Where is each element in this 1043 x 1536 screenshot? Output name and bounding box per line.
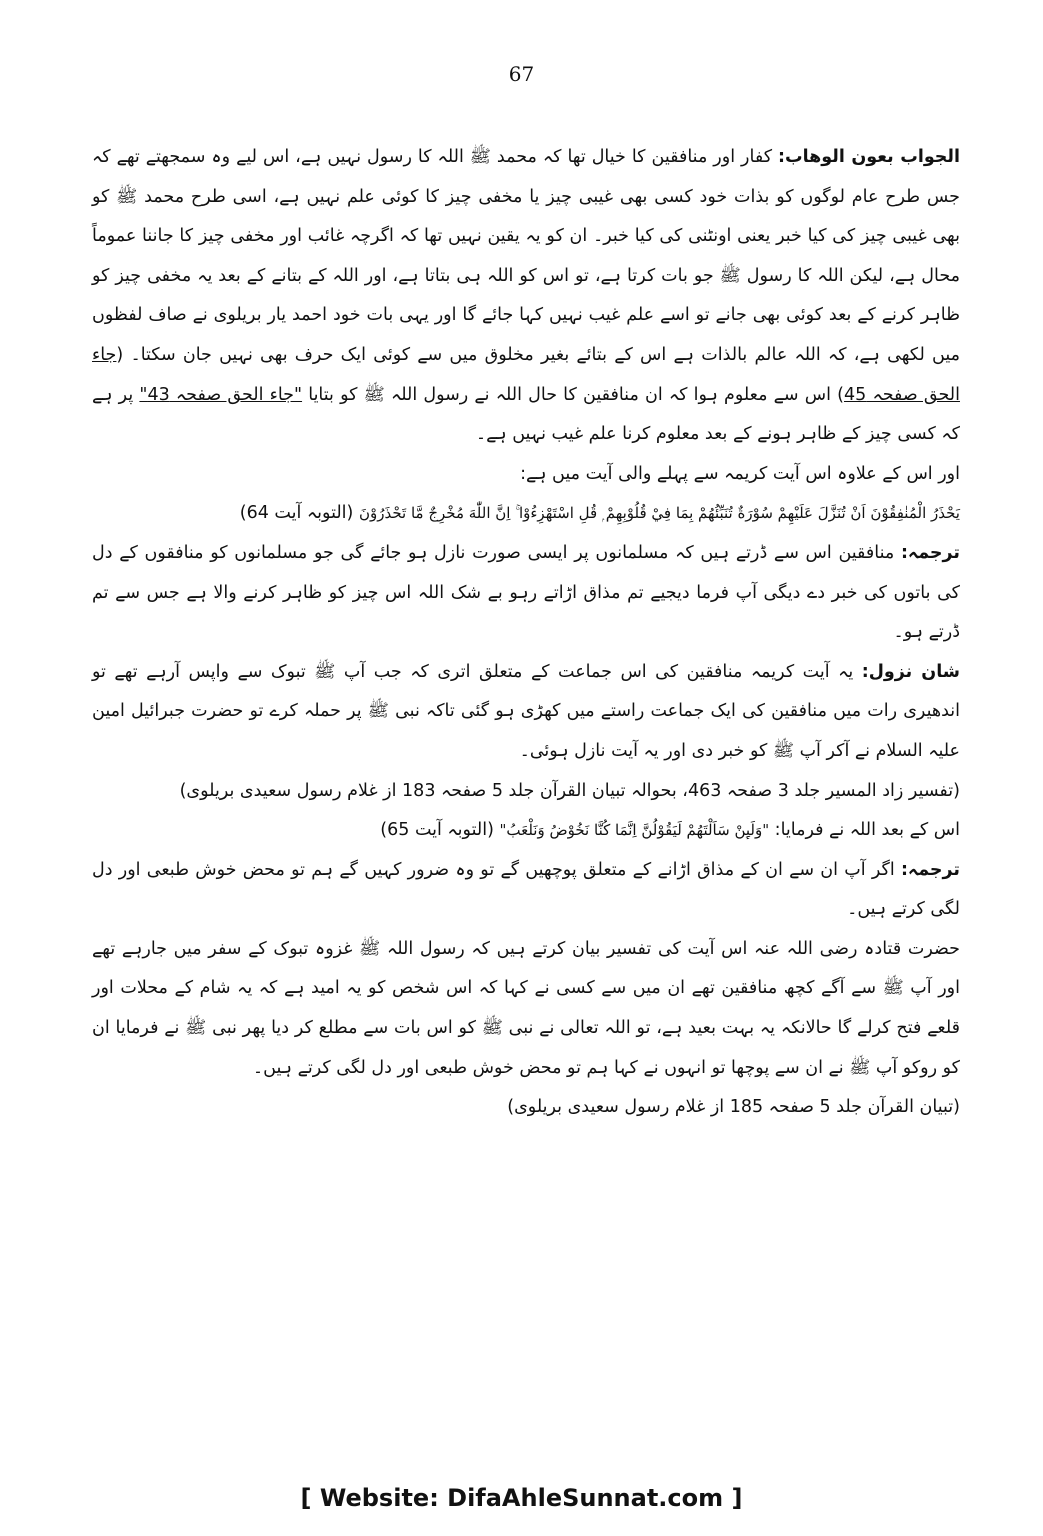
- translation-2: [92, 851, 960, 930]
- ayah-65: "وَلَىِٕنْ سَاَلْتَهُمْ لَيَقُوْلُنَّ اِنَّمَا كُنَّا نَخُوْضُ وَنَلْعَبُ": [499, 821, 770, 840]
- translation-2-text: اگر آپ ان سے ان کے مذاق اڑانے کے متعلق پوچھیں گے تو وہ ضرور کہیں گے ہم تو محض خوش طبعی اور دل لگی کرتے ہیں۔: [92, 859, 960, 920]
- reference-jaal-haq-45: جاء الحق صفحہ 45: [92, 344, 960, 405]
- ayah-64: يَحْذَرُ الْمُنٰفِقُوْنَ اَنْ تُنَزَّلَ عَلَيْهِمْ سُوْرَةٌ تُنَبِّئُهُمْ بِمَا فِيْ قُلُوْبِهِمْ ۭ قُلِ اسْتَهْزِءُوْا ۚ اِنَّ اللّٰهَ مُخْرِجٌ مَّا تَحْذَرُوْنَ: [358, 504, 960, 523]
- answer-text-end: پر ہے کہ کسی چیز کے ظاہر ہونے کے بعد معلوم کرنا علم غیب نہیں ہے۔: [92, 384, 960, 445]
- page-content: [92, 138, 960, 1128]
- revelation-label: شان نزول:: [861, 661, 960, 682]
- revelation-text: یہ آیت کریمہ منافقین کی اس جماعت کے متعلق اتری کہ جب آپ ﷺ تبوک سے واپس آرہے تھے تو اندھیری رات میں منافقین کی ایک جماعت راستے میں کھڑی ہو گئی تاکہ نبی ﷺ پر حملہ کرے تو حضرت جبرائیل امین علیہ السلام نے آکر آپ ﷺ کو خبر دی اور یہ آیت نازل ہوئی۔: [92, 661, 960, 761]
- ayah-64-line: [92, 494, 960, 534]
- answer-label: الجواب بعون الوهاب:: [778, 147, 960, 167]
- page-number: 67: [508, 62, 535, 86]
- translation-1: [92, 534, 960, 653]
- qatada-paragraph: حضرت قتادہ رضی اللہ عنہ اس آیت کی تفسیر بیان کرتے ہیں کہ رسول اللہ ﷺ غزوہ تبوک کے سفر میں جارہے تھے اور آپ ﷺ سے آگے کچھ منافقین تھے ان میں سے کسی نے کہا کہ اس شخص کو یہ امید ہے کہ یہ شام کے محلات اور قلعے فتح کرلے گا حالانکہ یہ بہت بعید ہے، تو اللہ تعالی نے نبی ﷺ کو اس بات سے مطلع کر دیا پھر نبی ﷺ نے فرمایا ان کو روکو آپ ﷺ نے ان سے پوچھا تو انہوں نے کہا ہم تو محض خوش طبعی اور دل لگی کرتے ہیں۔: [92, 938, 960, 1078]
- ayah-65-intro: اس کے بعد اللہ نے فرمایا:: [769, 820, 960, 841]
- ayah-65-reference: (التوبہ آیت 65): [380, 820, 500, 841]
- translation-label-2: ترجمہ:: [900, 859, 960, 880]
- ayah-intro: اور اس کے علاوہ اس آیت کریمہ سے پہلے والی آیت میں ہے:: [520, 463, 960, 484]
- ayah-65-line: [92, 811, 960, 851]
- answer-text: کفار اور منافقین کا خیال تھا کہ محمد ﷺ اللہ کا رسول نہیں ہے، اس لیے وہ سمجھتے تھے کہ جس طرح عام لوگوں کو بذات خود کسی بھی غیبی چیز یا مخفی چیز کا کوئی علم نہیں ہے، اسی طرح محمد ﷺ کو بھی غیبی چیز کی کیا خبر یعنی اونٹنی کی کیا خبر۔ ان کو یہ یقین نہیں تھا کہ اگرچہ غائب اور مخفی چیز کا جاننا عموماً محال ہے، لیکن اللہ کا رسول ﷺ جو بات کرتا ہے، تو اس کو اللہ ہی بتاتا ہے، اور اللہ کے بتانے کے بعد یہ مخفی چیز کو ظاہر کرنے کے بعد کوئی بھی جانے تو اسے علم غیب نہیں کہا جائے گا اور یہی بات خود احمد یار بریلوی نے صاف لفظوں میں لکھی ہے، کہ اللہ عالم بالذات ہے اس کے بتائے بغیر مخلوق میں سے کوئی ایک حرف بھی نہیں جان سکتا۔ (: [92, 147, 960, 365]
- ayah-64-reference: (التوبہ آیت 64): [239, 503, 359, 524]
- reference-jaal-haq-43: "جاء الحق صفحہ 43": [139, 384, 303, 405]
- answer-paragraph: [92, 138, 960, 455]
- answer-text-tail: ) اس سے معلوم ہوا کہ ان منافقین کا حال اللہ نے رسول اللہ ﷺ کو بتایا: [308, 384, 844, 405]
- revelation-context: [92, 653, 960, 772]
- website-footer: [ Website: DifaAhleSunnat.com ]: [300, 1484, 743, 1512]
- translation-1-text: منافقین اس سے ڈرتے ہیں کہ مسلمانوں پر ایسی صورت نازل ہو جائے گی جو مسلمانوں کو منافقوں کے دل کی باتوں کی خبر دے دیگی آپ فرما دیجیے تم مذاق اڑاتے رہو بے شک اللہ اس چیز کو ظاہر کرنے والا ہے جس سے تم ڈرتے ہو۔: [92, 542, 960, 643]
- citation-2: (تبیان القرآن جلد 5 صفحہ 185 از غلام رسول سعیدی بریلوی): [507, 1097, 960, 1118]
- translation-label: ترجمہ:: [900, 542, 960, 563]
- citation-1: (تفسیر زاد المسیر جلد 3 صفحہ 463، بحوالہ تبیان القرآن جلد 5 صفحہ 183 از غلام رسول سعیدی بریلوی): [179, 780, 960, 801]
